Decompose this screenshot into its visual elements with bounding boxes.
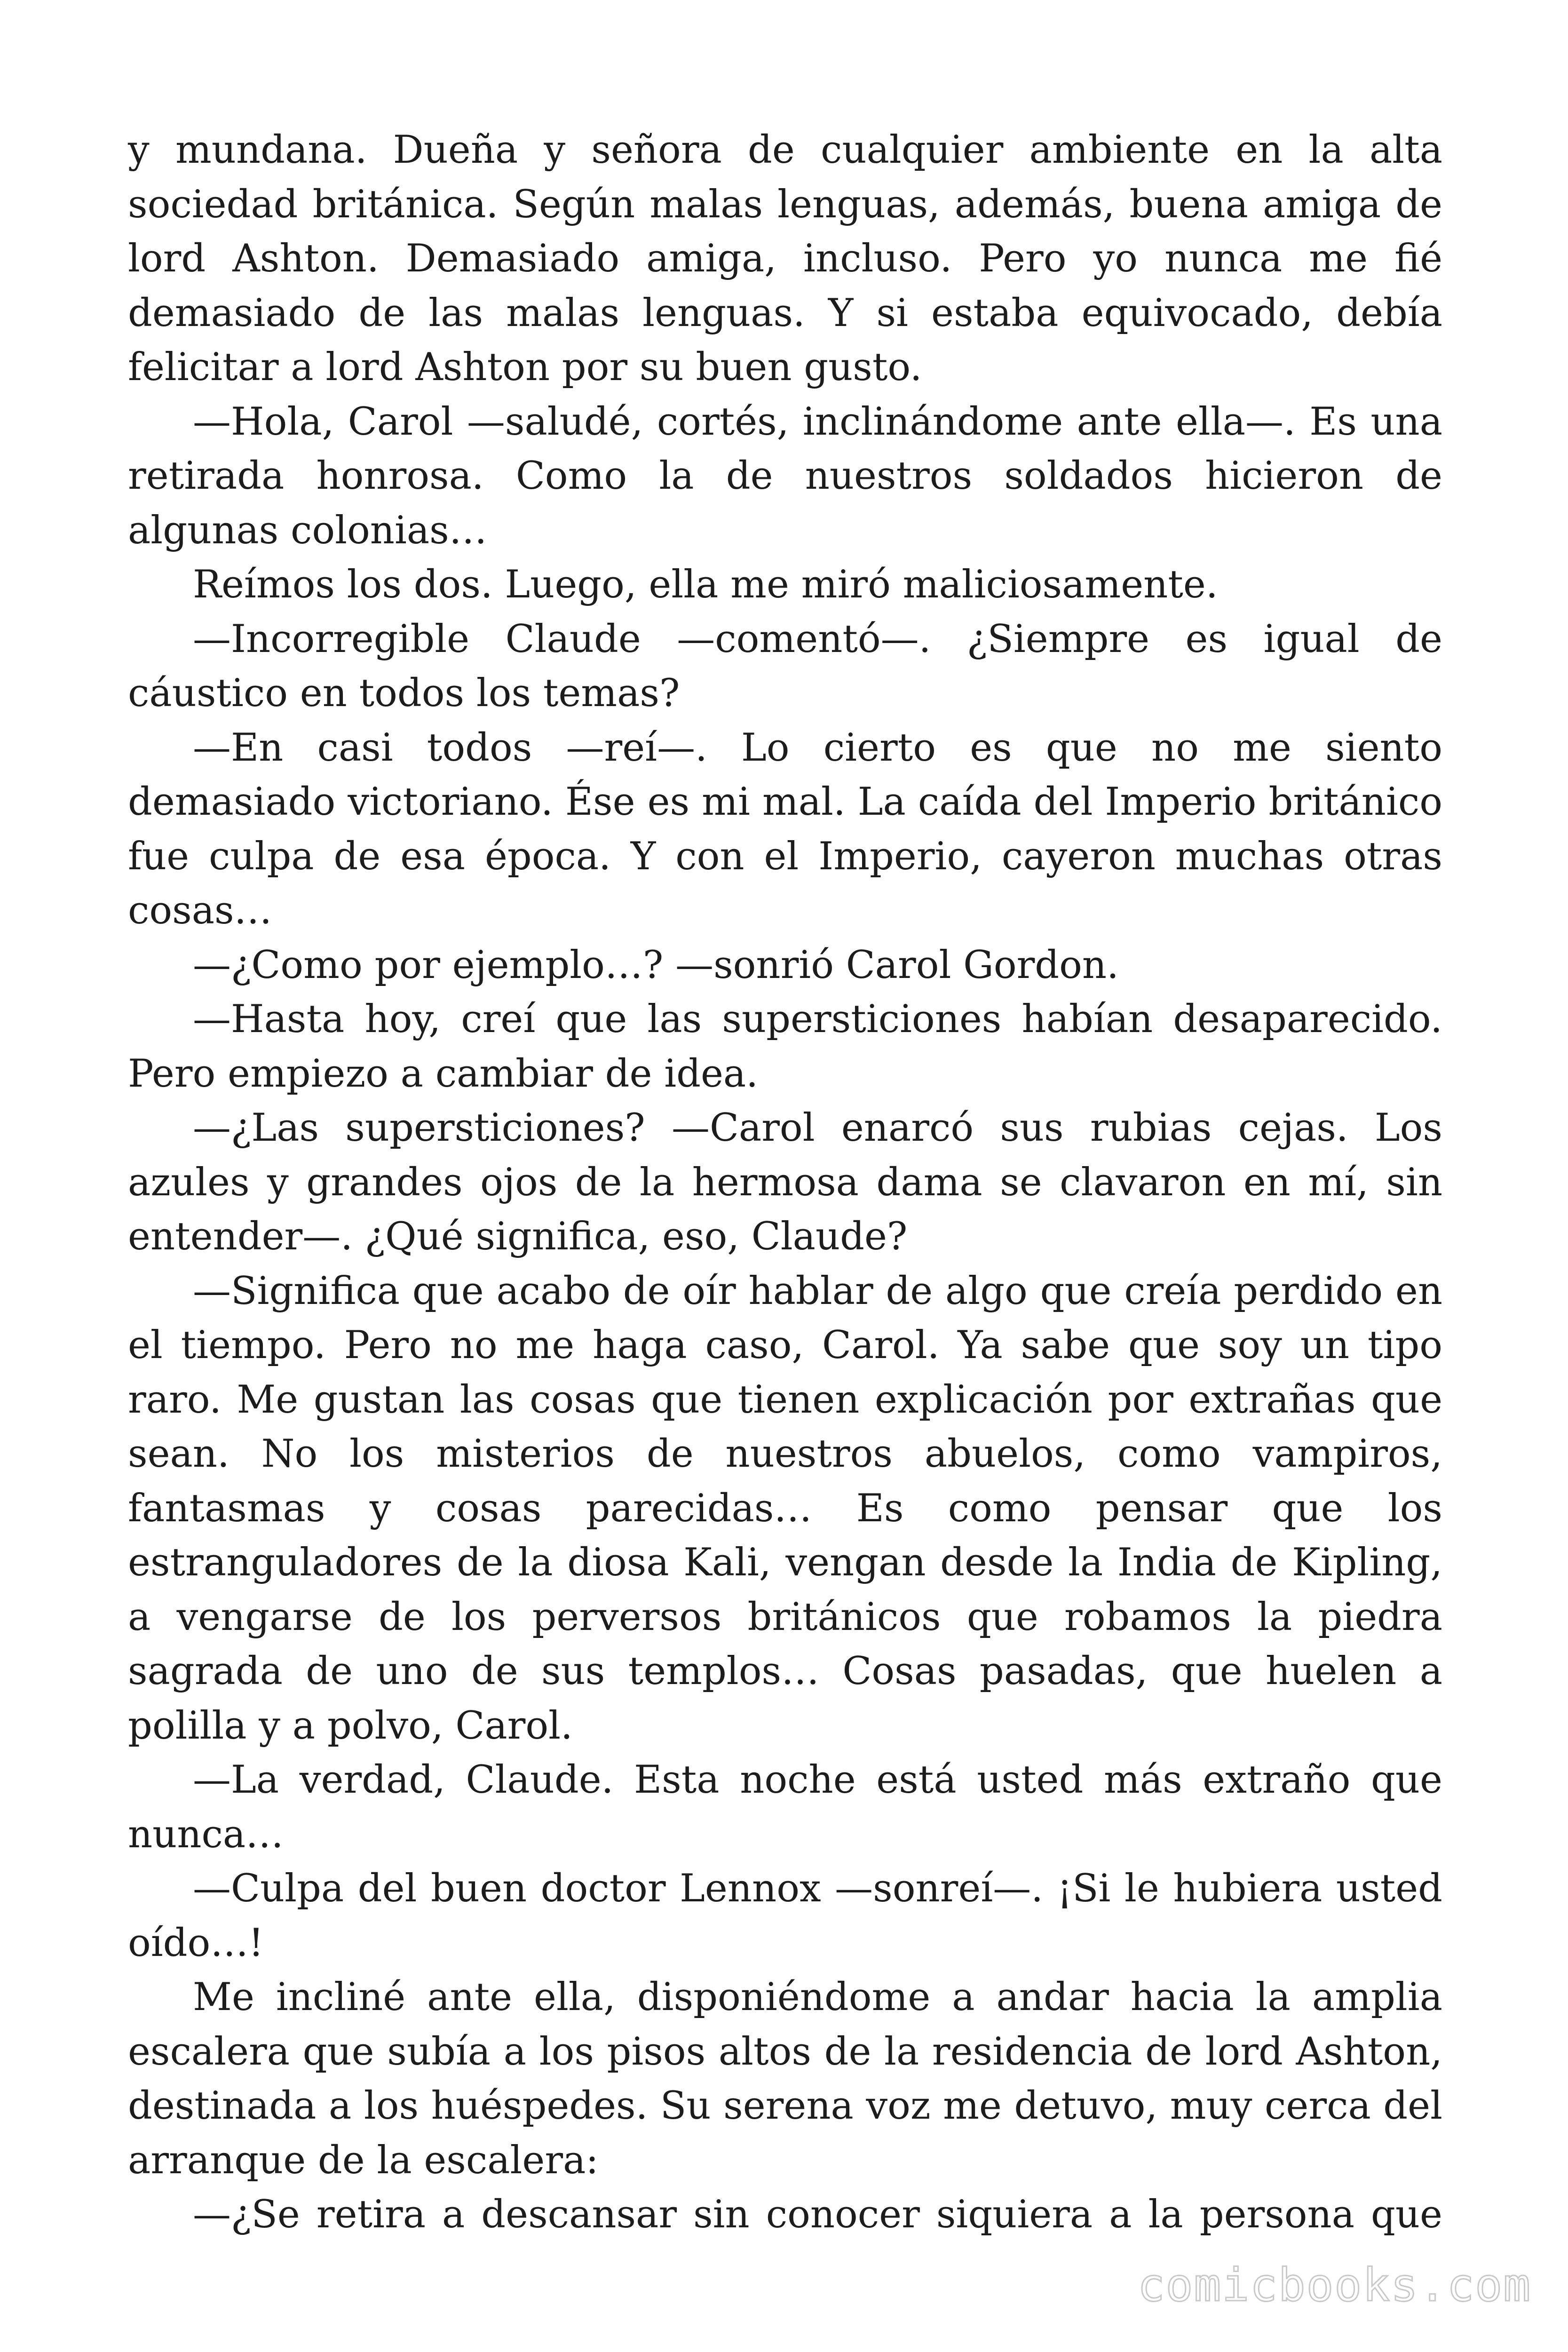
paragraph: —Incorregible Claude —comentó—. ¿Siempre es igual de cáustico en todos los temas?: [128, 617, 1442, 715]
paragraph-last-line: —¿Se retira a descansar sin conocer siquiera a la persona que: [193, 2193, 1442, 2237]
paragraph: —Culpa del buen doctor Lennox —sonreí—. ¡Si le hubiera usted oído…!: [128, 1867, 1442, 1965]
watermark: comicbooks.com: [1137, 2259, 1531, 2312]
paragraph: Me incliné ante ella, disponiéndome a andar hacia la amplia escalera que subía a los pisos altos de la residencia de lord Ashton, destinada a los huéspedes. Su serena voz me detuvo, muy cerca del arranque de la escalera:: [128, 1975, 1442, 2183]
paragraph: —¿Como por ejemplo…? —sonrió Carol Gordon.: [193, 943, 1119, 987]
paragraph: —Significa que acabo de oír hablar de algo que creía perdido en el tiempo. Pero no me haga caso, Carol. Ya sabe que soy un tipo raro. Me gustan las cosas que tienen explicación por extrañas que sean. No los misterios de nuestros abuelos, como vampiros, fantasmas y cosas parecidas… Es como pensar que los estranguladores de la diosa Kali, vengan desde la India de Kipling, a vengarse de los perversos británicos que robamos la piedra sagrada de uno de sus templos… Cosas pasadas, que huelen a polilla y a polvo, Carol.: [128, 1269, 1442, 1748]
paragraph: Reímos los dos. Luego, ella me miró maliciosamente.: [193, 563, 1218, 607]
paragraph: —Hola, Carol —saludé, cortés, inclinándome ante ella—. Es una retirada honrosa. Como la de nuestros soldados hicieron de algunas colonias…: [128, 399, 1442, 553]
paragraph: —En casi todos —reí—. Lo cierto es que no me siento demasiado victoriano. Ése es mi mal. La caída del Imperio británico fue culpa de esa época. Y con el Imperio, cayeron muchas otras cosas…: [128, 725, 1442, 933]
paragraph: —La verdad, Claude. Esta noche está usted más extraño que nunca…: [128, 1758, 1442, 1857]
page-body: [128, 123, 1442, 2242]
paragraph: —¿Las supersticiones? —Carol enarcó sus rubias cejas. Los azules y grandes ojos de la hermosa dama se clavaron en mí, sin entender—. ¿Qué significa, eso, Claude?: [128, 1106, 1442, 1259]
paragraph: —Hasta hoy, creí que las supersticiones habían desaparecido. Pero empiezo a cambiar de idea.: [128, 997, 1442, 1096]
paragraph: y mundana. Dueña y señora de cualquier ambiente en la alta sociedad británica. Según malas lenguas, además, buena amiga de lord Ashton. Demasiado amiga, incluso. Pero yo nunca me fié demasiado de las malas lenguas. Y si estaba equivocado, debía felicitar a lord Ashton por su buen gusto.: [128, 128, 1442, 389]
